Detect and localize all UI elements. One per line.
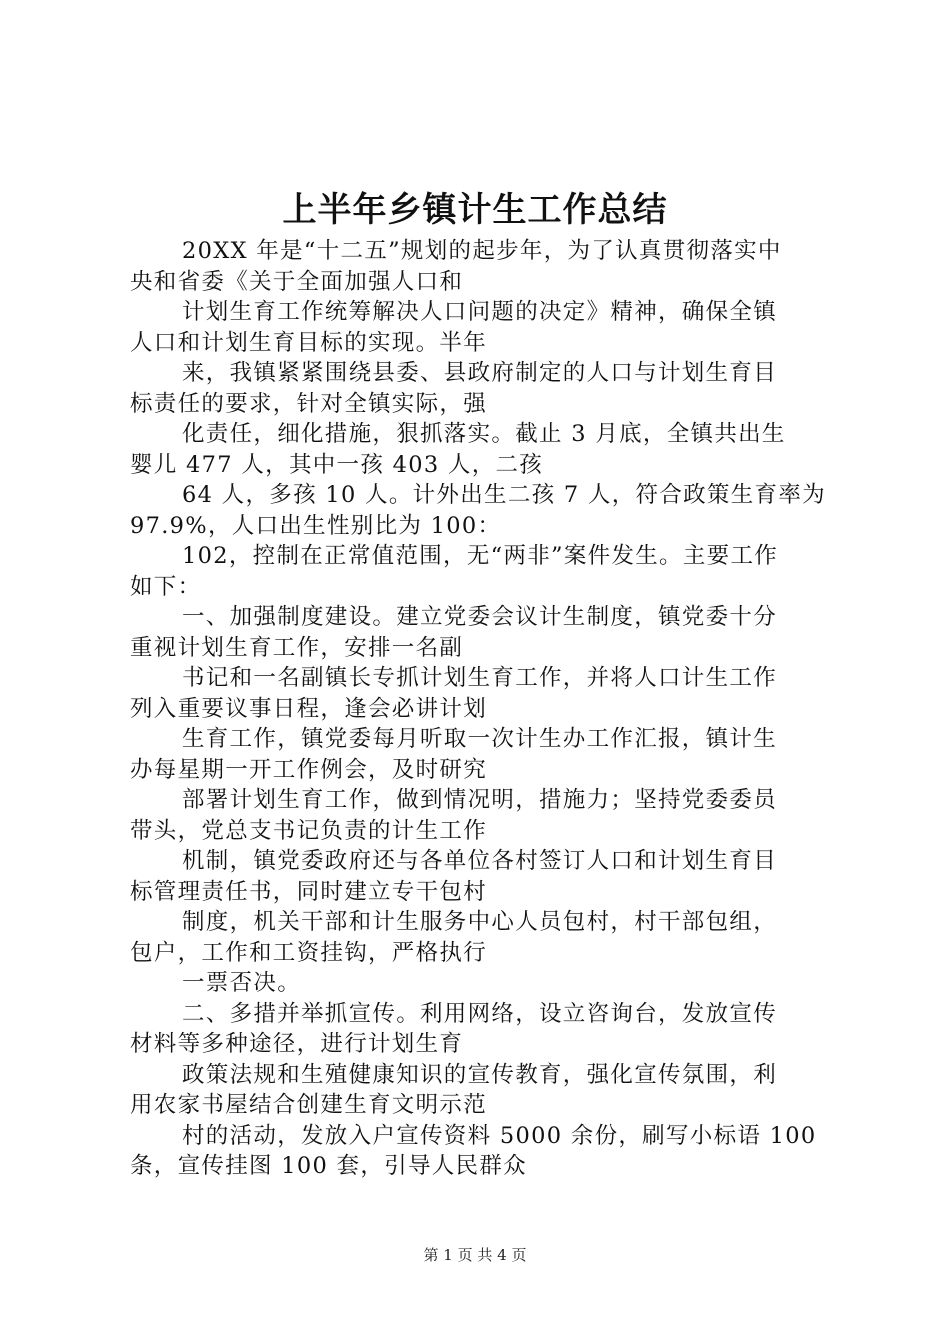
text-line: 机制，镇党委政府还与各单位各村签订人口和计划生育目 <box>182 848 778 874</box>
text-line: 64 人，多孩 10 人。计外出生二孩 7 人，符合政策生育率为 <box>182 482 826 508</box>
text-line: 带头，党总支书记负责的计生工作 <box>130 817 488 844</box>
text-line: 重视计划生育工作，安排一名副 <box>130 634 464 661</box>
text-line: 用农家书屋结合创建生育文明示范 <box>130 1092 488 1118</box>
text-line: 办每星期一开工作例会，及时研究 <box>130 756 488 783</box>
text-line: 人口和计划生育目标的实现。半年 <box>130 329 488 356</box>
text-line: 97.9%，人口出生性别比为 100： <box>130 512 502 539</box>
text-line: 制度，机关干部和计生服务中心人员包村，村干部包组， <box>182 909 778 935</box>
page-footer: 第 1 页 共 4 页 <box>423 1246 527 1264</box>
text-line: 化责任，细化措施，狠抓落实。截止 3 月底，全镇共出生 <box>182 421 786 447</box>
text-line: 村的活动，发放入户宣传资料 5000 余份，刷写小标语 100 <box>182 1122 817 1149</box>
text-line: 央和省委《关于全面加强人口和 <box>130 268 464 295</box>
text-line: 列入重要议事日程，逢会必讲计划 <box>130 695 488 722</box>
text-line: 20XX 年是“十二五”规划的起步年，为了认真贯彻落实中 <box>182 238 782 264</box>
text-line: 书记和一名副镇长专抓计划生育工作，并将人口计生工作 <box>182 665 778 691</box>
text-line: 政策法规和生殖健康知识的宣传教育，强化宣传氛围，利 <box>182 1061 778 1088</box>
text-line: 婴儿 477 人，其中一孩 403 人，二孩 <box>130 451 544 478</box>
text-line: 一、加强制度建设。建立党委会议计生制度，镇党委十分 <box>182 604 778 630</box>
text-line: 102，控制在正常值范围，无“两非”案件发生。主要工作 <box>182 543 779 569</box>
text-line: 部署计划生育工作，做到情况明，措施力；坚持党委委员 <box>182 787 778 813</box>
text-line: 包户，工作和工资挂钩，严格执行 <box>130 939 488 966</box>
text-line: 如下： <box>130 573 202 600</box>
text-line: 计划生育工作统筹解决人口问题的决定》精神，确保全镇 <box>182 299 778 325</box>
text-line: 来，我镇紧紧围绕县委、县政府制定的人口与计划生育目 <box>182 360 778 386</box>
text-line: 标管理责任书，同时建立专干包村 <box>130 878 488 905</box>
text-line: 生育工作，镇党委每月听取一次计生办工作汇报，镇计生 <box>182 726 778 752</box>
text-line: 一票否决。 <box>182 970 302 996</box>
document-body <box>130 236 834 1182</box>
page-title: 上半年乡镇计生工作总结 <box>282 190 668 230</box>
text-line: 标责任的要求，针对全镇实际，强 <box>130 390 488 417</box>
text-line: 二、多措并举抓宣传。利用网络，设立咨询台，发放宣传 <box>182 1000 778 1027</box>
text-line: 材料等多种途径，进行计划生育 <box>130 1031 464 1057</box>
text-line: 条，宣传挂图 100 套，引导人民群众 <box>130 1153 527 1179</box>
